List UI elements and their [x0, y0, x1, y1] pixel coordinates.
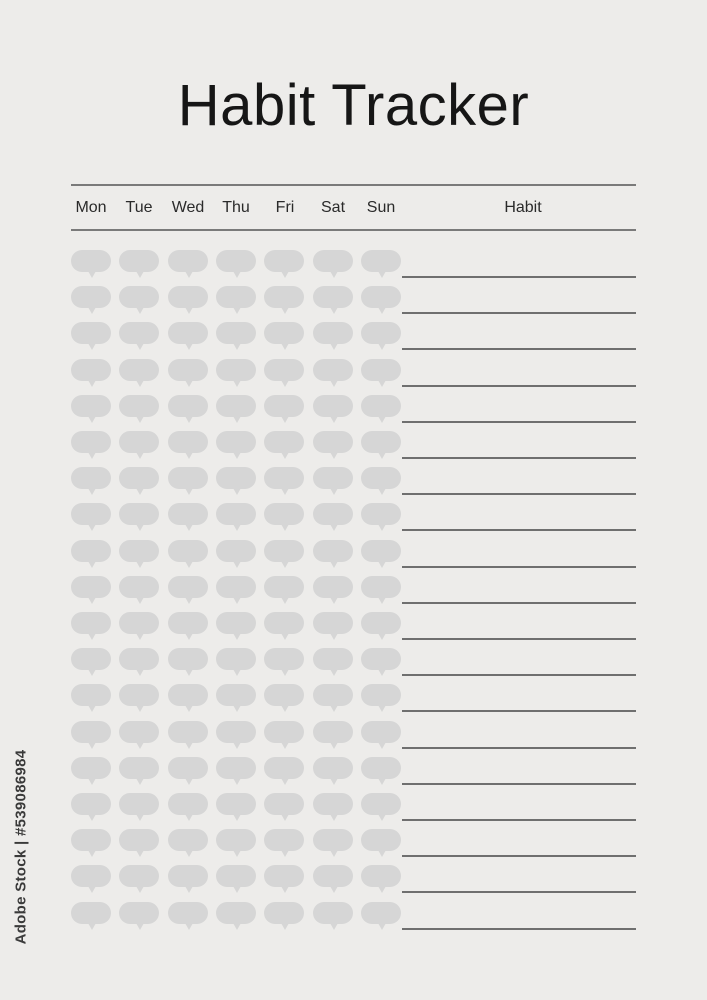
- checkbox-bubble-sun-row-14[interactable]: [361, 721, 401, 743]
- checkbox-bubble-mon-row-19[interactable]: [71, 902, 111, 924]
- checkbox-bubble-sun-row-7[interactable]: [361, 467, 401, 489]
- checkbox-bubble-sun-row-11[interactable]: [361, 612, 401, 634]
- checkbox-bubble-sun-row-2[interactable]: [361, 286, 401, 308]
- checkbox-bubble-sat-row-4[interactable]: [313, 359, 353, 381]
- checkbox-bubble-wed-row-17[interactable]: [168, 829, 208, 851]
- checkbox-bubble-sat-row-11[interactable]: [313, 612, 353, 634]
- checkbox-bubble-tue-row-2[interactable]: [119, 286, 159, 308]
- checkbox-bubble-mon-row-12[interactable]: [71, 648, 111, 670]
- habit-write-line-row-8[interactable]: [402, 529, 636, 531]
- day-header-sat: Sat: [320, 199, 346, 216]
- checkbox-bubble-tue-row-18[interactable]: [119, 865, 159, 887]
- checkbox-bubble-fri-row-9[interactable]: [264, 540, 304, 562]
- habit-write-line-row-6[interactable]: [402, 457, 636, 459]
- checkbox-bubble-mon-row-4[interactable]: [71, 359, 111, 381]
- day-header-fri: Fri: [275, 199, 295, 216]
- checkbox-bubble-tue-row-6[interactable]: [119, 431, 159, 453]
- checkbox-bubble-sat-row-16[interactable]: [313, 793, 353, 815]
- day-header-wed: Wed: [171, 199, 205, 216]
- habit-write-line-row-19[interactable]: [402, 928, 636, 930]
- checkbox-bubble-fri-row-15[interactable]: [264, 757, 304, 779]
- checkbox-bubble-sun-row-19[interactable]: [361, 902, 401, 924]
- checkbox-bubble-fri-row-4[interactable]: [264, 359, 304, 381]
- checkbox-bubble-thu-row-18[interactable]: [216, 865, 256, 887]
- checkbox-bubble-thu-row-6[interactable]: [216, 431, 256, 453]
- checkbox-bubble-tue-row-19[interactable]: [119, 902, 159, 924]
- checkbox-bubble-thu-row-2[interactable]: [216, 286, 256, 308]
- checkbox-bubble-wed-row-16[interactable]: [168, 793, 208, 815]
- checkbox-bubble-wed-row-11[interactable]: [168, 612, 208, 634]
- day-header-mon: Mon: [75, 199, 107, 216]
- checkbox-bubble-wed-row-12[interactable]: [168, 648, 208, 670]
- checkbox-bubble-wed-row-15[interactable]: [168, 757, 208, 779]
- checkbox-bubble-sat-row-8[interactable]: [313, 503, 353, 525]
- habit-write-line-row-1[interactable]: [402, 276, 636, 278]
- checkbox-bubble-sun-row-9[interactable]: [361, 540, 401, 562]
- checkbox-bubble-fri-row-7[interactable]: [264, 467, 304, 489]
- checkbox-bubble-thu-row-8[interactable]: [216, 503, 256, 525]
- checkbox-bubble-wed-row-3[interactable]: [168, 322, 208, 344]
- checkbox-bubble-tue-row-7[interactable]: [119, 467, 159, 489]
- checkbox-bubble-fri-row-6[interactable]: [264, 431, 304, 453]
- day-header-thu: Thu: [222, 199, 250, 216]
- checkbox-bubble-wed-row-19[interactable]: [168, 902, 208, 924]
- checkbox-bubble-sun-row-4[interactable]: [361, 359, 401, 381]
- checkbox-bubble-tue-row-14[interactable]: [119, 721, 159, 743]
- checkbox-bubble-thu-row-12[interactable]: [216, 648, 256, 670]
- checkbox-bubble-wed-row-1[interactable]: [168, 250, 208, 272]
- checkbox-bubble-tue-row-1[interactable]: [119, 250, 159, 272]
- checkbox-bubble-sun-row-6[interactable]: [361, 431, 401, 453]
- checkbox-bubble-thu-row-7[interactable]: [216, 467, 256, 489]
- checkbox-bubble-sat-row-17[interactable]: [313, 829, 353, 851]
- checkbox-bubble-sun-row-16[interactable]: [361, 793, 401, 815]
- checkbox-bubble-sat-row-13[interactable]: [313, 684, 353, 706]
- habit-write-line-row-2[interactable]: [402, 312, 636, 314]
- checkbox-bubble-thu-row-13[interactable]: [216, 684, 256, 706]
- checkbox-bubble-sat-row-19[interactable]: [313, 902, 353, 924]
- checkbox-bubble-wed-row-10[interactable]: [168, 576, 208, 598]
- checkbox-bubble-fri-row-1[interactable]: [264, 250, 304, 272]
- checkbox-bubble-wed-row-4[interactable]: [168, 359, 208, 381]
- checkbox-bubble-sat-row-18[interactable]: [313, 865, 353, 887]
- checkbox-bubble-mon-row-7[interactable]: [71, 467, 111, 489]
- checkbox-bubble-thu-row-3[interactable]: [216, 322, 256, 344]
- checkbox-bubble-mon-row-8[interactable]: [71, 503, 111, 525]
- habit-write-line-row-3[interactable]: [402, 348, 636, 350]
- checkbox-bubble-wed-row-13[interactable]: [168, 684, 208, 706]
- checkbox-bubble-thu-row-16[interactable]: [216, 793, 256, 815]
- checkbox-bubble-fri-row-5[interactable]: [264, 395, 304, 417]
- checkbox-bubble-sun-row-13[interactable]: [361, 684, 401, 706]
- checkbox-bubble-sat-row-10[interactable]: [313, 576, 353, 598]
- checkbox-bubble-wed-row-14[interactable]: [168, 721, 208, 743]
- checkbox-bubble-mon-row-6[interactable]: [71, 431, 111, 453]
- checkbox-bubble-mon-row-14[interactable]: [71, 721, 111, 743]
- checkbox-bubble-tue-row-5[interactable]: [119, 395, 159, 417]
- checkbox-bubble-tue-row-8[interactable]: [119, 503, 159, 525]
- checkbox-bubble-thu-row-10[interactable]: [216, 576, 256, 598]
- checkbox-bubble-fri-row-14[interactable]: [264, 721, 304, 743]
- checkbox-bubble-tue-row-4[interactable]: [119, 359, 159, 381]
- checkbox-bubble-mon-row-9[interactable]: [71, 540, 111, 562]
- checkbox-bubble-thu-row-15[interactable]: [216, 757, 256, 779]
- stock-watermark: Adobe Stock | #539086984: [12, 749, 30, 945]
- checkbox-bubble-wed-row-18[interactable]: [168, 865, 208, 887]
- habit-write-line-row-13[interactable]: [402, 710, 636, 712]
- habit-write-line-row-12[interactable]: [402, 674, 636, 676]
- habit-column-header: Habit: [504, 199, 542, 216]
- habit-write-line-row-17[interactable]: [402, 855, 636, 857]
- page-title: Habit Tracker: [177, 73, 530, 138]
- header-top-rule: [71, 184, 636, 186]
- habit-write-line-row-5[interactable]: [402, 421, 636, 423]
- day-header-tue: Tue: [125, 199, 153, 216]
- habit-write-line-row-7[interactable]: [402, 493, 636, 495]
- checkbox-bubble-tue-row-11[interactable]: [119, 612, 159, 634]
- checkbox-bubble-sat-row-9[interactable]: [313, 540, 353, 562]
- checkbox-bubble-wed-row-8[interactable]: [168, 503, 208, 525]
- habit-write-line-row-18[interactable]: [402, 891, 636, 893]
- checkbox-bubble-sun-row-1[interactable]: [361, 250, 401, 272]
- checkbox-bubble-wed-row-5[interactable]: [168, 395, 208, 417]
- checkbox-bubble-wed-row-2[interactable]: [168, 286, 208, 308]
- checkbox-bubble-sun-row-18[interactable]: [361, 865, 401, 887]
- checkbox-bubble-thu-row-5[interactable]: [216, 395, 256, 417]
- checkbox-bubble-mon-row-10[interactable]: [71, 576, 111, 598]
- checkbox-bubble-mon-row-17[interactable]: [71, 829, 111, 851]
- checkbox-bubble-tue-row-13[interactable]: [119, 684, 159, 706]
- habit-write-line-row-15[interactable]: [402, 783, 636, 785]
- checkbox-bubble-mon-row-5[interactable]: [71, 395, 111, 417]
- checkbox-bubble-tue-row-17[interactable]: [119, 829, 159, 851]
- habit-write-line-row-11[interactable]: [402, 638, 636, 640]
- checkbox-bubble-tue-row-12[interactable]: [119, 648, 159, 670]
- checkbox-bubble-sat-row-15[interactable]: [313, 757, 353, 779]
- checkbox-bubble-wed-row-7[interactable]: [168, 467, 208, 489]
- habit-write-line-row-4[interactable]: [402, 385, 636, 387]
- habit-write-line-row-14[interactable]: [402, 747, 636, 749]
- checkbox-bubble-sat-row-3[interactable]: [313, 322, 353, 344]
- checkbox-bubble-sat-row-14[interactable]: [313, 721, 353, 743]
- checkbox-bubble-sun-row-5[interactable]: [361, 395, 401, 417]
- checkbox-bubble-mon-row-18[interactable]: [71, 865, 111, 887]
- checkbox-bubble-sun-row-10[interactable]: [361, 576, 401, 598]
- checkbox-bubble-tue-row-9[interactable]: [119, 540, 159, 562]
- checkbox-bubble-mon-row-16[interactable]: [71, 793, 111, 815]
- checkbox-bubble-fri-row-19[interactable]: [264, 902, 304, 924]
- checkbox-bubble-sun-row-17[interactable]: [361, 829, 401, 851]
- checkbox-bubble-thu-row-19[interactable]: [216, 902, 256, 924]
- habit-write-line-row-9[interactable]: [402, 566, 636, 568]
- checkbox-bubble-wed-row-6[interactable]: [168, 431, 208, 453]
- checkbox-bubble-fri-row-12[interactable]: [264, 648, 304, 670]
- habit-write-line-row-10[interactable]: [402, 602, 636, 604]
- checkbox-bubble-fri-row-13[interactable]: [264, 684, 304, 706]
- checkbox-bubble-sun-row-8[interactable]: [361, 503, 401, 525]
- checkbox-bubble-tue-row-10[interactable]: [119, 576, 159, 598]
- checkbox-bubble-tue-row-15[interactable]: [119, 757, 159, 779]
- checkbox-bubble-tue-row-16[interactable]: [119, 793, 159, 815]
- checkbox-bubble-thu-row-9[interactable]: [216, 540, 256, 562]
- checkbox-bubble-fri-row-10[interactable]: [264, 576, 304, 598]
- checkbox-bubble-fri-row-8[interactable]: [264, 503, 304, 525]
- checkbox-bubble-fri-row-18[interactable]: [264, 865, 304, 887]
- day-header-sun: Sun: [366, 199, 396, 216]
- checkbox-bubble-sun-row-3[interactable]: [361, 322, 401, 344]
- checkbox-bubble-mon-row-11[interactable]: [71, 612, 111, 634]
- checkbox-bubble-mon-row-15[interactable]: [71, 757, 111, 779]
- checkbox-bubble-thu-row-14[interactable]: [216, 721, 256, 743]
- checkbox-bubble-mon-row-2[interactable]: [71, 286, 111, 308]
- checkbox-bubble-thu-row-4[interactable]: [216, 359, 256, 381]
- checkbox-bubble-sat-row-7[interactable]: [313, 467, 353, 489]
- habit-write-line-row-16[interactable]: [402, 819, 636, 821]
- checkbox-bubble-sat-row-2[interactable]: [313, 286, 353, 308]
- checkbox-bubble-fri-row-2[interactable]: [264, 286, 304, 308]
- checkbox-bubble-fri-row-17[interactable]: [264, 829, 304, 851]
- checkbox-bubble-tue-row-3[interactable]: [119, 322, 159, 344]
- checkbox-bubble-wed-row-9[interactable]: [168, 540, 208, 562]
- checkbox-bubble-sat-row-1[interactable]: [313, 250, 353, 272]
- checkbox-bubble-sun-row-15[interactable]: [361, 757, 401, 779]
- checkbox-bubble-thu-row-11[interactable]: [216, 612, 256, 634]
- header-bottom-rule: [71, 229, 636, 231]
- checkbox-bubble-fri-row-16[interactable]: [264, 793, 304, 815]
- checkbox-bubble-sun-row-12[interactable]: [361, 648, 401, 670]
- checkbox-bubble-mon-row-13[interactable]: [71, 684, 111, 706]
- checkbox-bubble-fri-row-3[interactable]: [264, 322, 304, 344]
- checkbox-bubble-sat-row-6[interactable]: [313, 431, 353, 453]
- checkbox-bubble-fri-row-11[interactable]: [264, 612, 304, 634]
- checkbox-bubble-sat-row-5[interactable]: [313, 395, 353, 417]
- checkbox-bubble-thu-row-17[interactable]: [216, 829, 256, 851]
- checkbox-bubble-thu-row-1[interactable]: [216, 250, 256, 272]
- checkbox-bubble-mon-row-1[interactable]: [71, 250, 111, 272]
- checkbox-bubble-mon-row-3[interactable]: [71, 322, 111, 344]
- checkbox-bubble-sat-row-12[interactable]: [313, 648, 353, 670]
